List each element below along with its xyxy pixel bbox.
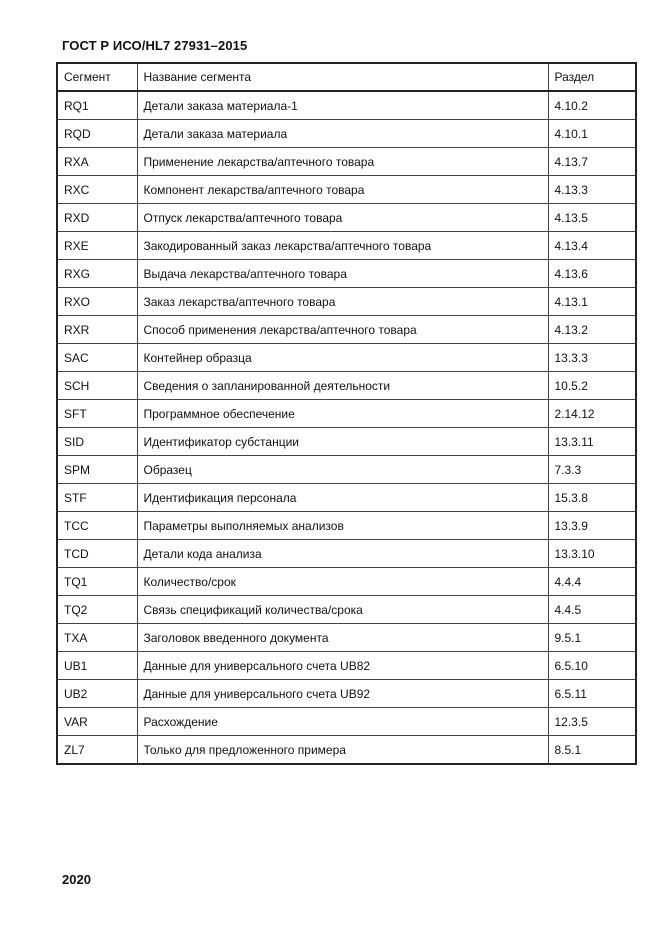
- segment-code-cell: RQ1: [57, 91, 137, 120]
- section-cell: 13.3.9: [548, 512, 636, 540]
- table-row: [57, 204, 636, 232]
- segment-code-cell: RQD: [57, 120, 137, 148]
- segment-name-cell: Контейнер образца: [137, 344, 548, 372]
- section-cell: 13.3.10: [548, 540, 636, 568]
- section-cell: 9.5.1: [548, 624, 636, 652]
- segment-code-cell: UB2: [57, 680, 137, 708]
- table-row: [57, 680, 636, 708]
- segment-code-cell: SPM: [57, 456, 137, 484]
- table-row: [57, 372, 636, 400]
- section-cell: 4.10.2: [548, 91, 636, 120]
- segment-name-cell: Выдача лекарства/аптечного товара: [137, 260, 548, 288]
- segment-code-cell: SFT: [57, 400, 137, 428]
- table-row: [57, 540, 636, 568]
- segment-name-cell: Детали заказа материала: [137, 120, 548, 148]
- table-row: [57, 708, 636, 736]
- section-cell: 13.3.3: [548, 344, 636, 372]
- segment-code-cell: TCC: [57, 512, 137, 540]
- segment-code-cell: RXD: [57, 204, 137, 232]
- segment-code-cell: TXA: [57, 624, 137, 652]
- table-row: [57, 91, 636, 120]
- segment-code-cell: RXE: [57, 232, 137, 260]
- section-cell: 4.10.1: [548, 120, 636, 148]
- table-row: [57, 148, 636, 176]
- section-cell: 4.4.4: [548, 568, 636, 596]
- segment-code-cell: ZL7: [57, 736, 137, 765]
- table-row: [57, 568, 636, 596]
- section-cell: 4.13.5: [548, 204, 636, 232]
- section-cell: 4.13.2: [548, 316, 636, 344]
- document-code: ГОСТ Р ИСО/HL7 27931–2015: [62, 38, 248, 53]
- segment-code-cell: SCH: [57, 372, 137, 400]
- section-cell: 6.5.10: [548, 652, 636, 680]
- segment-code-cell: VAR: [57, 708, 137, 736]
- segment-name-cell: Идентификация персонала: [137, 484, 548, 512]
- segment-name-cell: Применение лекарства/аптечного товара: [137, 148, 548, 176]
- segment-table: [56, 62, 637, 765]
- segment-code-cell: SAC: [57, 344, 137, 372]
- segment-code-cell: RXO: [57, 288, 137, 316]
- section-cell: 4.4.5: [548, 596, 636, 624]
- segment-code-cell: TQ1: [57, 568, 137, 596]
- table-row: [57, 456, 636, 484]
- segment-code-cell: RXC: [57, 176, 137, 204]
- page-number: 2020: [62, 872, 91, 887]
- segment-name-cell: Расхождение: [137, 708, 548, 736]
- segment-name-cell: Отпуск лекарства/аптечного товара: [137, 204, 548, 232]
- section-cell: 6.5.11: [548, 680, 636, 708]
- segment-code-cell: TCD: [57, 540, 137, 568]
- table-row: [57, 288, 636, 316]
- segment-name-cell: Закодированный заказ лекарства/аптечного товара: [137, 232, 548, 260]
- table-row: [57, 316, 636, 344]
- table-row: [57, 652, 636, 680]
- column-header-section: Раздел: [548, 63, 636, 91]
- column-header-segment-name: Название сегмента: [137, 63, 548, 91]
- segment-name-cell: Детали заказа материала-1: [137, 91, 548, 120]
- section-cell: 4.13.3: [548, 176, 636, 204]
- segment-code-cell: SID: [57, 428, 137, 456]
- table-body: [57, 91, 636, 764]
- segment-name-cell: Программное обеспечение: [137, 400, 548, 428]
- section-cell: 7.3.3: [548, 456, 636, 484]
- segment-code-cell: TQ2: [57, 596, 137, 624]
- segment-name-cell: Идентификатор субстанции: [137, 428, 548, 456]
- section-cell: 4.13.6: [548, 260, 636, 288]
- section-cell: 2.14.12: [548, 400, 636, 428]
- segment-name-cell: Параметры выполняемых анализов: [137, 512, 548, 540]
- segment-code-cell: RXR: [57, 316, 137, 344]
- segment-code-cell: STF: [57, 484, 137, 512]
- section-cell: 12.3.5: [548, 708, 636, 736]
- table-row: [57, 596, 636, 624]
- segment-name-cell: Количество/срок: [137, 568, 548, 596]
- table-row: [57, 260, 636, 288]
- table-row: [57, 624, 636, 652]
- segment-name-cell: Только для предложенного примера: [137, 736, 548, 765]
- segment-name-cell: Заголовок введенного документа: [137, 624, 548, 652]
- table-row: [57, 232, 636, 260]
- segment-code-cell: RXA: [57, 148, 137, 176]
- segment-name-cell: Заказ лекарства/аптечного товара: [137, 288, 548, 316]
- segment-code-cell: UB1: [57, 652, 137, 680]
- segment-name-cell: Образец: [137, 456, 548, 484]
- segment-name-cell: Компонент лекарства/аптечного товара: [137, 176, 548, 204]
- segment-name-cell: Связь спецификаций количества/срока: [137, 596, 548, 624]
- segment-name-cell: Данные для универсального счета UB82: [137, 652, 548, 680]
- table-row: [57, 512, 636, 540]
- table-row: [57, 344, 636, 372]
- segment-name-cell: Данные для универсального счета UB92: [137, 680, 548, 708]
- section-cell: 15.3.8: [548, 484, 636, 512]
- segment-name-cell: Сведения о запланированной деятельности: [137, 372, 548, 400]
- section-cell: 4.13.1: [548, 288, 636, 316]
- table-row: [57, 484, 636, 512]
- section-cell: 10.5.2: [548, 372, 636, 400]
- section-cell: 13.3.11: [548, 428, 636, 456]
- segment-code-cell: RXG: [57, 260, 137, 288]
- table-row: [57, 120, 636, 148]
- table-header-row: [57, 63, 636, 91]
- section-cell: 4.13.7: [548, 148, 636, 176]
- column-header-segment: Сегмент: [57, 63, 137, 91]
- section-cell: 4.13.4: [548, 232, 636, 260]
- section-cell: 8.5.1: [548, 736, 636, 765]
- segment-name-cell: Способ применения лекарства/аптечного товара: [137, 316, 548, 344]
- table-row: [57, 428, 636, 456]
- table-row: [57, 400, 636, 428]
- segment-name-cell: Детали кода анализа: [137, 540, 548, 568]
- table-row: [57, 176, 636, 204]
- table-row: [57, 736, 636, 765]
